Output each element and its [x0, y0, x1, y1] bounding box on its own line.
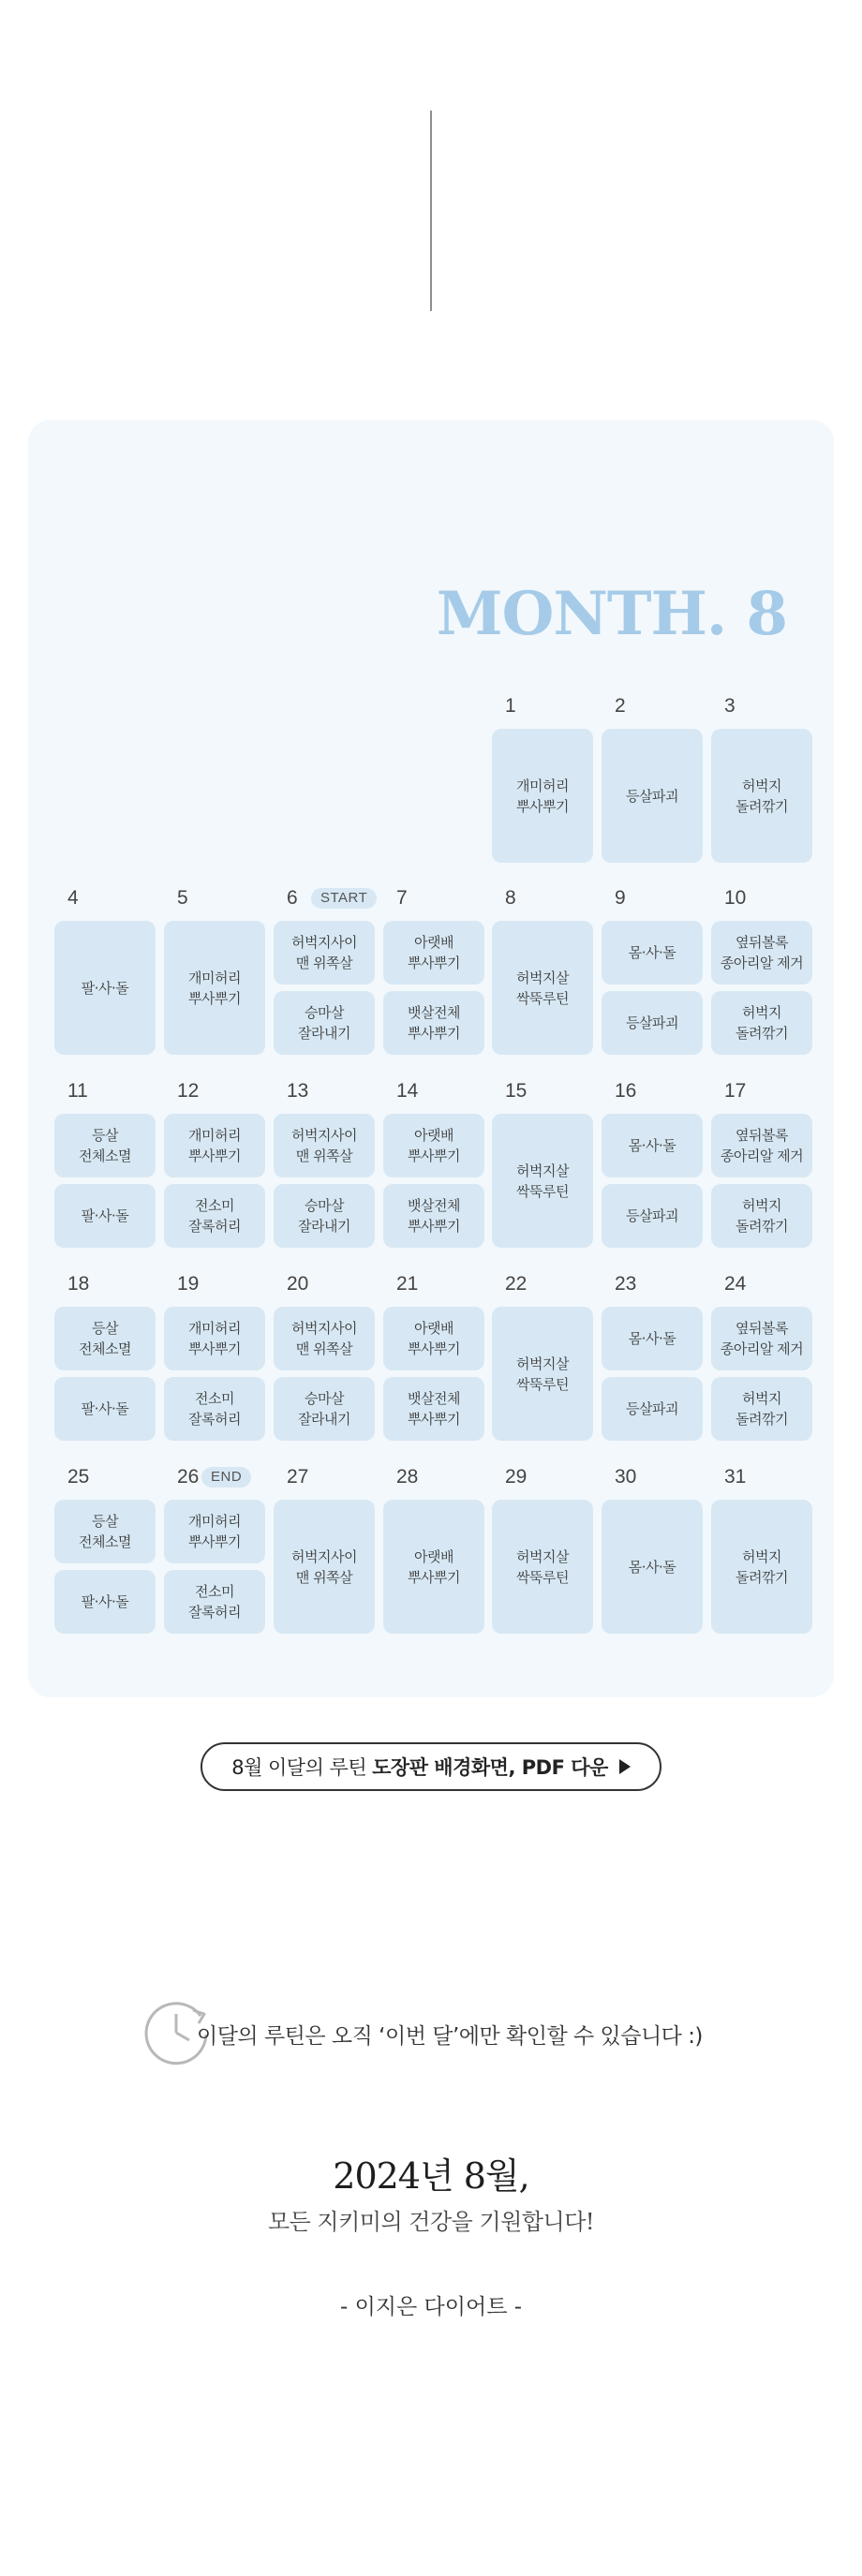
routine-label: 허벅지 돌려깎기 — [736, 1197, 788, 1235]
routine-label: 개미허리 뿌사뿌기 — [188, 1513, 241, 1550]
routine-cell — [274, 1307, 375, 1370]
tag-end: END — [201, 1467, 251, 1488]
routine-cell — [164, 1500, 265, 1563]
day-number: 12 — [177, 1080, 200, 1102]
routine-label: 아랫배 뿌사뿌기 — [408, 1320, 460, 1357]
day-number: 1 — [505, 695, 516, 717]
routine-label: 몸·사·돌 — [628, 944, 676, 961]
routine-label: 허벅지살 싹뚝루틴 — [516, 969, 569, 1007]
routine-label: 허벅지사이 맨 위쪽살 — [291, 1547, 357, 1586]
routine-cell — [602, 921, 703, 985]
routine-label: 등살 전체소멸 — [79, 1320, 131, 1357]
routine-cell — [164, 1114, 265, 1177]
routine-cell — [383, 1307, 484, 1370]
routine-cell — [383, 1500, 484, 1634]
routine-label: 전소미 잘록허리 — [188, 1197, 241, 1235]
routine-cell — [54, 921, 156, 1055]
day-number: 30 — [615, 1466, 637, 1488]
routine-label: 승마살 잘라내기 — [298, 1390, 350, 1428]
day-number: 26 — [177, 1466, 200, 1488]
routine-cell — [54, 1184, 156, 1248]
routine-cell — [492, 1500, 593, 1634]
day-number: 17 — [724, 1080, 747, 1102]
day-number: 23 — [615, 1273, 637, 1295]
routine-label: 승마살 잘라내기 — [298, 1197, 350, 1235]
routine-cell — [164, 1184, 265, 1248]
routine-cell — [602, 1184, 703, 1248]
routine-label: 승마살 잘라내기 — [298, 1004, 350, 1042]
routine-label: 팔·사·돌 — [81, 1593, 129, 1610]
routine-label: 몸·사·돌 — [628, 1558, 676, 1576]
routine-cell — [274, 1377, 375, 1441]
routine-cell — [602, 1307, 703, 1370]
routine-cell — [602, 1114, 703, 1177]
day-number: 7 — [396, 887, 408, 909]
routine-cell — [54, 1570, 156, 1634]
routine-cell — [274, 921, 375, 985]
routine-label: 팔·사·돌 — [81, 979, 129, 997]
day-number: 28 — [396, 1466, 419, 1488]
routine-cell — [383, 921, 484, 985]
routine-label: 개미허리 뿌사뿌기 — [516, 777, 569, 815]
day-number: 9 — [615, 887, 626, 909]
routine-label: 팔·사·돌 — [81, 1207, 129, 1224]
monthly-notice — [141, 1993, 740, 2068]
day-number: 27 — [287, 1466, 309, 1488]
routine-label: 전소미 잘록허리 — [188, 1390, 241, 1428]
calendar-card — [28, 420, 834, 1697]
routine-label: 개미허리 뿌사뿌기 — [188, 1127, 241, 1164]
routine-cell — [164, 1307, 265, 1370]
day-number: 25 — [67, 1466, 90, 1488]
routine-cell — [383, 1114, 484, 1177]
download-pdf-button[interactable] — [201, 1742, 661, 1791]
routine-cell — [602, 1377, 703, 1441]
day-number: 20 — [287, 1273, 309, 1295]
routine-label: 아랫배 뿌사뿌기 — [408, 1127, 460, 1164]
closing-title: 2024년 8월, — [333, 2155, 529, 2197]
routine-label: 몸·사·돌 — [628, 1330, 676, 1347]
day-number: 4 — [67, 887, 79, 909]
routine-label: 허벅지 돌려깎기 — [736, 1004, 788, 1042]
routine-cell — [711, 1500, 812, 1634]
routine-label: 등살파괴 — [626, 1014, 678, 1031]
routine-label: 뱃살전체 뿌사뿌기 — [408, 1390, 460, 1428]
routine-label: 아랫배 뿌사뿌기 — [408, 1547, 460, 1586]
routine-label: 전소미 잘록허리 — [188, 1583, 241, 1621]
routine-label: 뱃살전체 뿌사뿌기 — [408, 1197, 460, 1235]
routine-label: 등살 전체소멸 — [79, 1127, 131, 1164]
routine-cell — [54, 1307, 156, 1370]
routine-label: 등살파괴 — [626, 787, 678, 805]
day-number: 10 — [724, 887, 747, 909]
routine-cell — [711, 1307, 812, 1370]
routine-label: 허벅지살 싹뚝루틴 — [516, 1355, 569, 1393]
day-number: 19 — [177, 1273, 200, 1295]
routine-cell — [274, 1114, 375, 1177]
routine-label: 아랫배 뿌사뿌기 — [408, 934, 460, 971]
routine-cell — [492, 1114, 593, 1248]
routine-label: 개미허리 뿌사뿌기 — [188, 1320, 241, 1357]
routine-cell — [164, 1570, 265, 1634]
routine-cell — [492, 729, 593, 863]
month-title: MONTH. 8 — [436, 579, 787, 649]
routine-cell — [711, 991, 812, 1055]
day-number: 11 — [67, 1080, 88, 1102]
signature: - 이지은 다이어트 - — [339, 2295, 523, 2319]
day-number: 5 — [177, 887, 188, 909]
routine-label: 몸·사·돌 — [628, 1137, 676, 1154]
routine-label: 허벅지살 싹뚝루틴 — [516, 1162, 569, 1200]
play-icon — [619, 1759, 631, 1774]
day-number: 2 — [615, 695, 626, 717]
routine-label: 허벅지사이 맨 위쪽살 — [291, 1127, 357, 1164]
routine-cell — [383, 991, 484, 1055]
routine-cell — [164, 1377, 265, 1441]
routine-label: 뱃살전체 뿌사뿌기 — [408, 1004, 460, 1042]
routine-label: 허벅지 돌려깎기 — [736, 777, 788, 815]
routine-cell — [602, 991, 703, 1055]
routine-cell — [711, 1114, 812, 1177]
day-number: 6 — [287, 887, 298, 909]
download-button-prefix: 8월 이달의 루틴 — [231, 1756, 367, 1779]
routine-label: 팔·사·돌 — [81, 1400, 129, 1417]
routine-cell — [274, 991, 375, 1055]
routine-label: 옆뒤볼록 종아리알 제거 — [720, 1127, 804, 1164]
day-number: 18 — [67, 1273, 90, 1295]
day-number: 21 — [396, 1273, 419, 1295]
routine-cell — [711, 729, 812, 863]
day-number: 3 — [724, 695, 736, 717]
routine-cell — [492, 921, 593, 1055]
routine-label: 허벅지살 싹뚝루틴 — [516, 1547, 569, 1586]
top-divider-line — [430, 111, 432, 311]
routine-label: 등살파괴 — [626, 1400, 678, 1417]
routine-label: 허벅지 돌려깎기 — [736, 1547, 788, 1586]
routine-cell — [602, 1500, 703, 1634]
day-number: 16 — [615, 1080, 637, 1102]
routine-label: 허벅지사이 맨 위쪽살 — [291, 934, 357, 971]
notice-text: 이달의 루틴은 오직 ‘이번 달’에만 확인할 수 있습니다 :) — [197, 2024, 703, 2049]
routine-label: 등살파괴 — [626, 1207, 678, 1224]
routine-label: 허벅지사이 맨 위쪽살 — [291, 1320, 357, 1357]
tag-start: START — [311, 888, 377, 909]
routine-label: 허벅지 돌려깎기 — [736, 1390, 788, 1428]
routine-cell — [54, 1377, 156, 1441]
routine-cell — [383, 1377, 484, 1441]
routine-label: 등살 전체소멸 — [79, 1513, 131, 1550]
routine-label: 개미허리 뿌사뿌기 — [188, 969, 241, 1007]
day-number: 29 — [505, 1466, 528, 1488]
routine-cell — [711, 921, 812, 985]
routine-cell — [54, 1114, 156, 1177]
day-number: 22 — [505, 1273, 528, 1295]
routine-cell — [164, 921, 265, 1055]
day-number: 14 — [396, 1080, 419, 1102]
routine-label: 옆뒤볼록 종아리알 제거 — [720, 934, 804, 971]
routine-cell — [602, 729, 703, 863]
routine-cell — [711, 1184, 812, 1248]
day-number: 13 — [287, 1080, 309, 1102]
routine-cell — [492, 1307, 593, 1441]
closing-subtitle: 모든 지키미의 건강을 기원합니다! — [267, 2209, 595, 2235]
routine-cell — [711, 1377, 812, 1441]
day-number: 31 — [724, 1466, 747, 1488]
routine-cell — [383, 1184, 484, 1248]
day-number: 15 — [505, 1080, 528, 1102]
day-number: 8 — [505, 887, 516, 909]
routine-label: 옆뒤볼록 종아리알 제거 — [720, 1320, 804, 1357]
routine-cell — [274, 1500, 375, 1634]
routine-cell — [54, 1500, 156, 1563]
download-button-bold-label: 도장판 배경화면, PDF 다운 — [372, 1756, 608, 1779]
day-number: 24 — [724, 1273, 747, 1295]
routine-cell — [274, 1184, 375, 1248]
